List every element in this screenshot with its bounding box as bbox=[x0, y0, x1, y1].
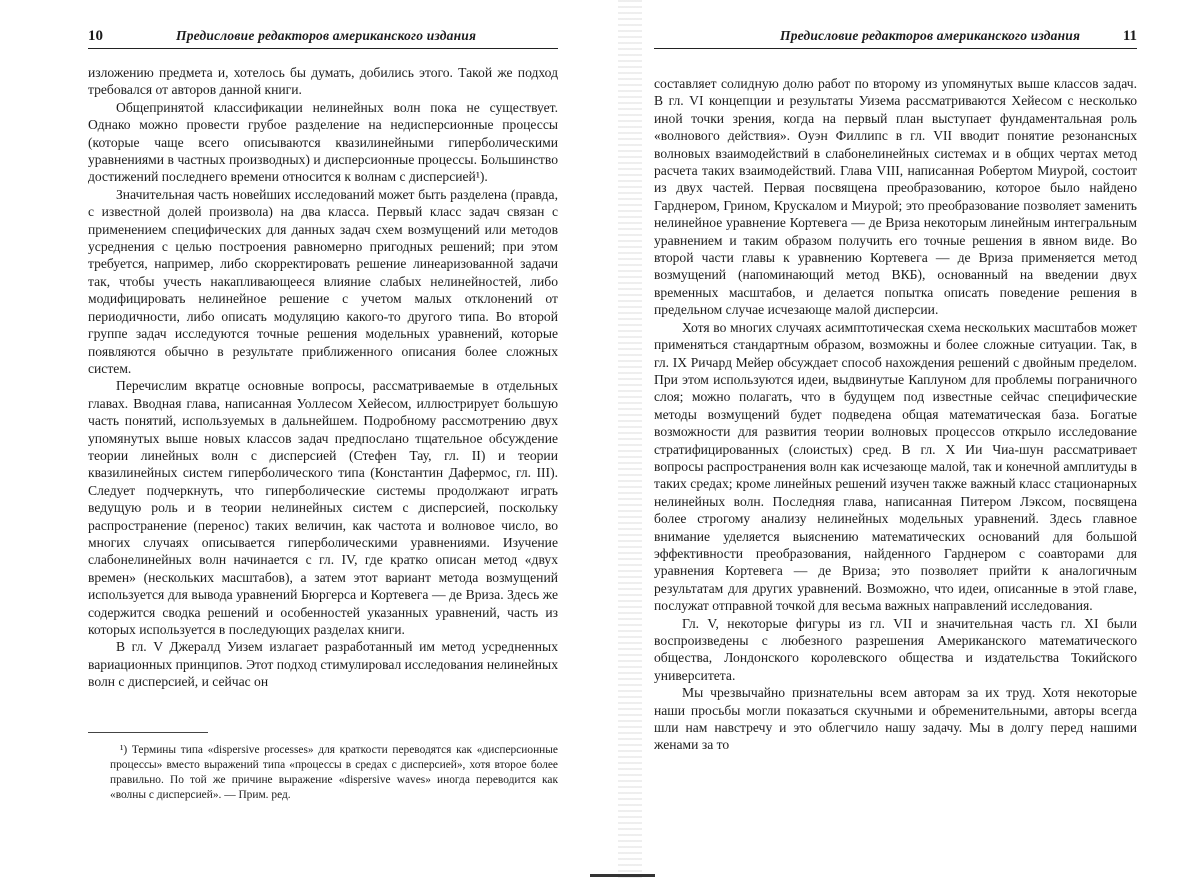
scan-artifact bbox=[590, 874, 655, 877]
left-page-body bbox=[88, 64, 558, 691]
right-running-title: Предисловие редакторов американского издания bbox=[780, 28, 1081, 43]
paragraph: Перечислим вкратце основные вопросы, рассматриваемые в отдельных главах. Вводная глава, написанная Уоллесом Хейесом, иллюстрирует большую часть понятий, используемых в дальнейшем. Подробному рассмотрению двух упомянутых выше новых классов задач предпослано тщательное обсуждение теории линейных волн с дисперсией (Стефен Тау, гл. II) и теории квазилинейных систем гиперболического типа (Константин Дафермос, гл. III). Следует подчеркнуть, что гиперболические системы продолжают играть ведущую роль и в теории нелинейных систем с дисперсией, поскольку распространение (перенос) таких величин, как частота и волновое число, во многих случаях описывается гиперболическими уравнениями. Изучение слабонелинейных волн начинается с гл. IV, где кратко описан метод «двух времен» (нескольких масштабов), а затем этот вариант метода возмущений используется для вывода уравнений Бюргерса и Кортевега — де Вриза. Здесь же содержится сводка решений и особенностей указанных уравнений, часть из которых используется в последующих разделах книги. bbox=[88, 378, 558, 637]
paragraph: изложению предмета и, хотелось бы думать, добились этого. Такой же подход требовался от авторов данной книги. bbox=[88, 65, 558, 98]
right-page-body bbox=[654, 75, 1137, 754]
footnote-text: ¹) Термины типа «dispersive processes» для краткости переводятся как «дисперсионные процессы» вместо выражений типа «процессы в средах с дисперсией», хотя второе более правильно. По той же причине выражение «dispersive waves» иногда переводится как «волны с дисперсией». — Прим. ред. bbox=[110, 744, 558, 801]
paragraph: составляет солидную долю работ по второму из упомянутых выше классов задач. В гл. VI концепции и результаты Уизема рассматриваются Хейесом с несколько иной точки зрения, когда на первый план выступает фундаментальная роль «волнового действия». Оуэн Филлипс в гл. VII вводит понятие резонансных волновых взаимодействий в слабонелинейных системах и в общих чертах метод расчета таких взаимодействий. Глава VIII, написанная Робертом Миурой, состоит из двух частей. Первая посвящена преобразованию, которое было найдено Гарднером, Грином, Крускалом и Миурой; это преобразование позволяет заменить нелинейное уравнение Кортевега — де Вриза некоторым линейным интегральным уравнением и таким образом получить его точные решения в явном виде. Во второй части главы к уравнению Кортевега — де Вриза применяется метод возмущений (напоминающий метод ВКБ), основанный на введении двух временных масштабов, и делается попытка описать поведение решения в предельном случае исчезающе малой дисперсии. bbox=[654, 76, 1137, 318]
paragraph: Гл. V, некоторые фигуры из гл. VII и значительная часть гл. XI были воспроизведены с любезного разрешения Американского математического общества, Лондонского королевского общества и издательства Токийского университета. bbox=[654, 615, 1137, 683]
footnote bbox=[110, 743, 558, 803]
right-page-number: 11 bbox=[1122, 28, 1137, 44]
right-page-header bbox=[654, 28, 1137, 49]
paragraph: Мы чрезвычайно признательны всем авторам за их труд. Хотя некоторые наши просьбы могли показаться скучными и обременительными, авторы всегда шли нам навстречу и это облегчило нашу задачу. Мы в долгу перед нашими женами за то bbox=[654, 685, 1137, 753]
right-page bbox=[600, 0, 1200, 882]
paragraph: Общепринятой классификации нелинейных волн пока не существует. Однако можно провести грубое разделение на недисперсионные процессы (которые чаще всего описываются квазилинейными гиперболическими уравнениями в частных производных) и дисперсионные процессы. Большинство достижений последнего времени относится к волнам с дисперсией¹). bbox=[88, 99, 558, 185]
footnote-divider bbox=[88, 732, 208, 733]
paragraph: В гл. V Джералд Уизем излагает разработанный им метод усредненных вариационных принципов. Этот подход стимулировал исследования нелинейных волн с дисперсией, и сейчас он bbox=[88, 639, 558, 690]
paragraph: Значительная часть новейших исследований может быть разделена (правда, с известной долей произвола) на два класса. Первый класс задач связан с применением специфических для данных задач схем возмущений или методов усреднения с целью построения равномерно пригодных решений; при этом требуется, например, либо скорректировать решение линеаризованной задачи так, чтобы учесть накапливающееся влияние слабых нелинейностей, либо модифицировать нелинейное решение с учетом малых отклонений от периодичности, либо описать модуляцию какого-то другого типа. Во второй группе задач исследуются точные решения модельных уравнений, которые появляются обычно в результате приближенного описания более сложных систем. bbox=[88, 186, 558, 376]
left-page-header bbox=[88, 28, 558, 49]
left-running-title: Предисловие редакторов американского издания bbox=[176, 28, 477, 43]
left-page-number: 10 bbox=[88, 28, 103, 44]
paragraph: Хотя во многих случаях асимптотическая схема нескольких масштабов может применяться стандартным образом, возможны и более сложные ситуации. Так, в гл. IX Ричард Мейер обсуждает способ нахождения решений с двойным пределом. При этом используются идеи, выдвинутые Каплуном для проблемы пограничного слоя; можно полагать, что в будущем под известные сейчас специфические методы возмущений будет подведена общая математическая база. Богатые возможности для развития теории волновых процессов открыло исследование стратифицированных (слоистых) сред. В гл. X Ии Чиа-шун рассматривает вопросы распространения волн как исчезающе малой, так и конечной амплитуды в таких средах; кроме линейных решений изучен также важный класс стационарных нелинейных волн. Последняя глава, написанная Питером Лэксом, посвящена более строгому анализу нелинейных модельных уравнений. Здесь главное внимание уделяется выяснению математических оснований для большой эффективности преобразования, найденного Гарднером с соавторами для уравнения Кортевега — де Вриза; это позволяет прийти к аналогичным результатам для других уравнений. Возможно, что идеи, описанные в этой главе, послужат отправной точкой для весьма важных направлений исследования. bbox=[654, 319, 1137, 614]
